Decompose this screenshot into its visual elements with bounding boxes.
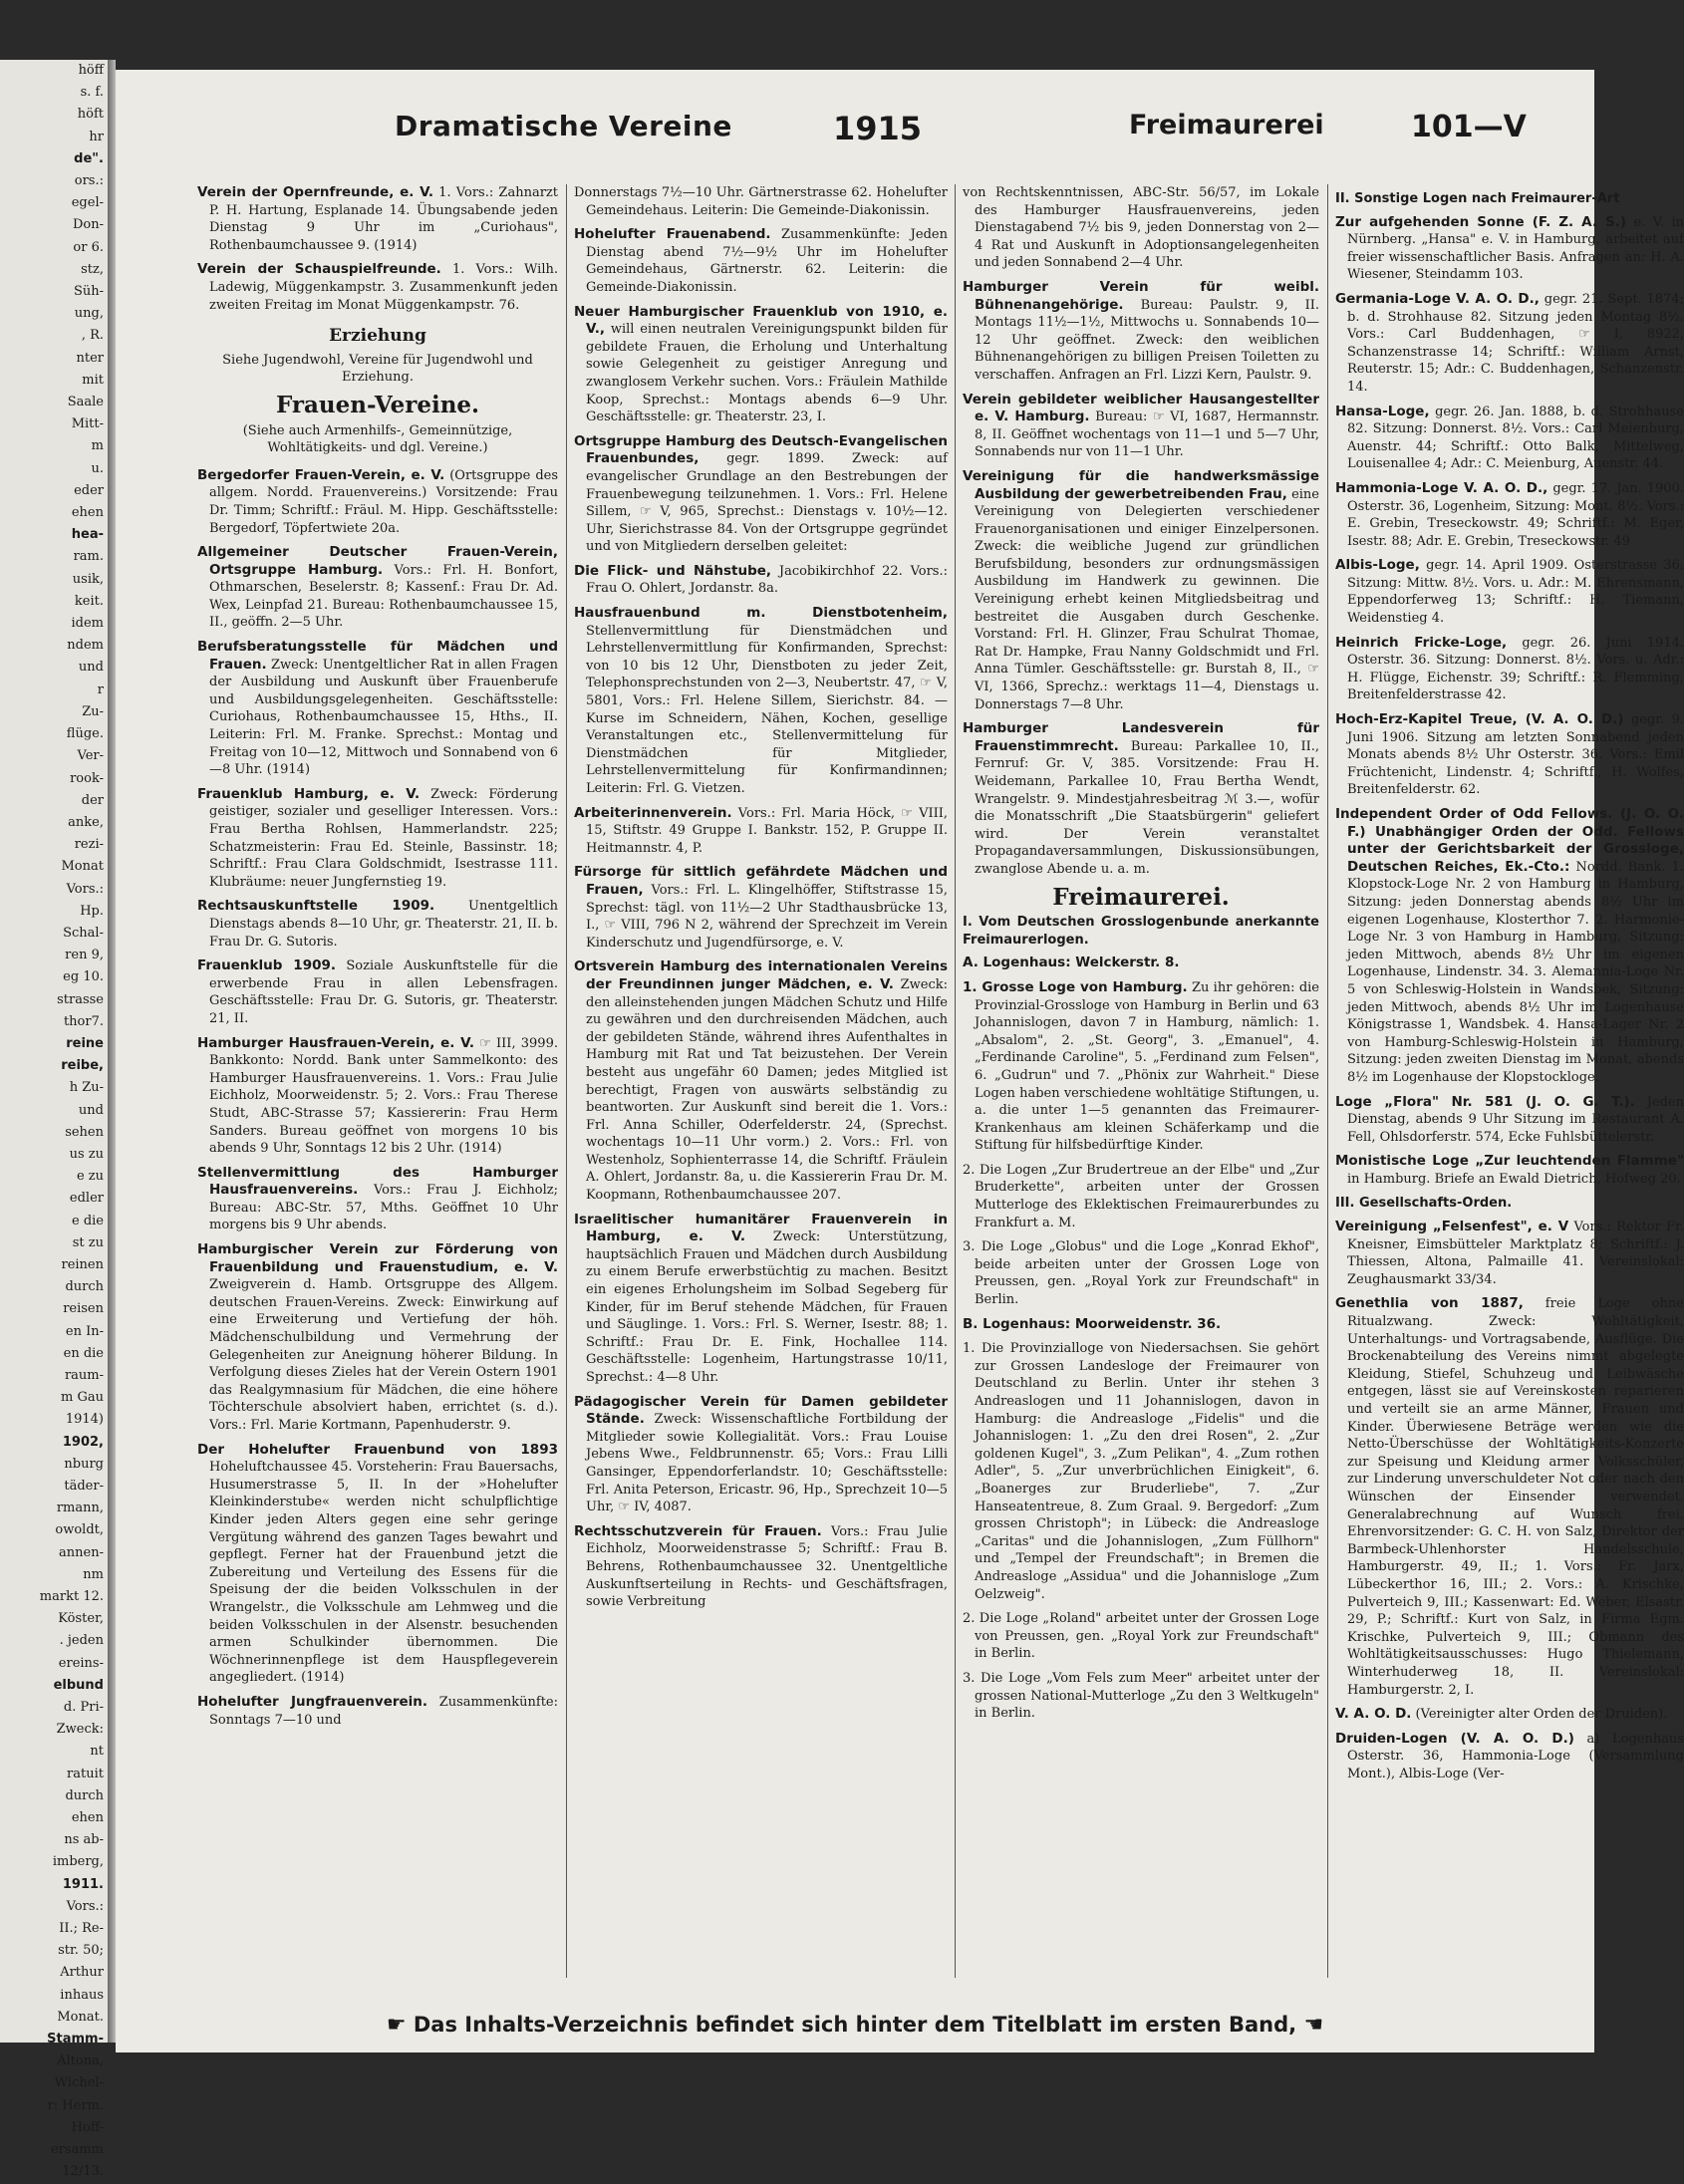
strip-fragment: Wichel- [54, 2075, 104, 2091]
directory-entry [1335, 1295, 1684, 1699]
page-header [116, 110, 1594, 159]
entry-title: Zur aufgehenden Sonne (F. Z. A. S.) [1335, 213, 1627, 230]
entry-text: Zweck: den alleinstehenden jungen Mädchen Schutz und Hilfe zu gewähren und den durchreisenden Mädchen, auch der gebildeten Stände, während ihres Aufenthaltes in Hamburg mit Rat und Tat beizustehen. Der Verein besteht aus ungefähr 60 Damen; jedes Mitglied ist berechtigt, Fragen von auswärts selbständig zu beantworten. Zur Auskunft sind bereit die 1. Vors.: Frl. Anna Schiller, Oderfelderstr. 24, (Sprechst. wochentags 10—11 Uhr vorm.) 2. Vors.: Frl. von Westenholz, Sophienterrasse 14, die Schriftf. Fräulein A. Ohlert, Jordanstr. 8a, u. die Kassiererin Frau Dr. M. Koopmann, Rothenbaumchaussee 207. [586, 976, 948, 1204]
strip-fragment: rook- [70, 770, 104, 786]
entry-text: Stellenvermittlung für Dienstmädchen und Lehrstellenvermittlung für Konfirmanden, Sprechst: von 10 bis 12 Uhr, Dienstboten zu jeder Zeit, Telephonsprechstunden von 2—3, Neubertstr. 47, ☞ V, 5801, Vors.: Frl. Helene Sillem, Sierichstr. 84. — Kurse im Schneidern, Nähen, Kochen, gesellige Veranstaltungen etc., Stellenvermittelung für Dienstmädchen für Mitglieder, Lehrstellenvermittelung für Konfirmandinnen; Leiterin: Frl. G. Vietzen. [586, 623, 948, 796]
strip-fragment: Schal- [63, 925, 104, 941]
strip-fragment: sehen [65, 1124, 104, 1140]
strip-fragment: ung, [74, 306, 104, 322]
strip-fragment: owoldt, [55, 1522, 104, 1538]
strip-fragment: s. f. [80, 85, 104, 101]
strip-fragment: reinen [61, 1256, 104, 1272]
directory-entry [574, 1212, 948, 1387]
entry-text: gegr. 14. April 1909. Osterstrasse 36. Sitzung: Mittw. 8½. Vors. u. Adr.: M. Ehrensmann, Eppendorferweg 13; Schriftf.: H. Tiemann, Weidenstieg 4. [1347, 558, 1684, 627]
entry-title: Hohelufter Frauenabend. [574, 226, 771, 243]
entry-text: 3. Die Loge „Globus" und die Loge „Konrad Ekhof", beide arbeiten unter der Grossen Loge von Preussen, gen. „Royal York zur Freundschaft" in Berlin. [963, 1239, 1319, 1308]
directory-entry [197, 261, 558, 314]
entry-text: Jacobikirchhof 22. Vors.: Frau O. Ohlert, Jordanstr. 8a. [586, 563, 948, 597]
strip-fragment: eder [74, 482, 104, 498]
entry-text: Zusammenkünfte: Sonntags 7—10 und [209, 1694, 558, 1728]
strip-fragment: Süh- [73, 284, 104, 300]
entry-text: Zweck: Förderung geistiger, sozialer und geselliger Interessen. Vors.: Frau Bertha Rohlsen, Hammerlandstr. 225; Schatzmeisterin: Frau Ed. Steinle, Bassinstr. 18; Schriftf.: Frau Clara Goldschmidt, Isestrasse 111. Klubräume: neuer Jungfernstieg 19. [209, 786, 559, 890]
entry-text: Unentgeltlich Dienstags abends 8—10 Uhr, gr. Theaterstr. 21, II. b. Frau Dr. G. Sutoris. [209, 899, 558, 950]
entry-title: Verein der Schauspielfreunde. [197, 261, 441, 278]
directory-entry [197, 639, 558, 779]
directory-entry [574, 304, 948, 426]
strip-fragment: strasse [57, 991, 104, 1007]
entry-text: Bureau: Paulstr. 9, II. Montags 11½—1½, Mittwochs u. Sonnabends 10—12 Uhr geöffnet. Zweck: den weiblichen Bühnenangehörigen zu billigen Preisen Toiletten zu verschaffen. Anfragen an Frl. Lizzi Kern, Paulstr. 9. [975, 297, 1319, 383]
entry-title: Fürsorge für sittlich gefährdete Mädchen und Frauen, [574, 864, 948, 898]
entry-text: gegr. 9. Juni 1906. Sitzung am letzten Sonnabend jeden Monats abends 8½ Uhr Osterstr. 36. Vors.: Emil Früchtenicht, Lindenstr. 4; Schriftf., H. Wolfes, Breitenfelderstr. 62. [1347, 712, 1684, 798]
entry-title: Frauenklub Hamburg, e. V. [197, 785, 421, 802]
directory-entry [1335, 635, 1684, 704]
strip-fragment: hea- [71, 527, 104, 543]
directory-entry [963, 468, 1319, 713]
directory-entry [197, 1165, 558, 1234]
entry-title: Independent Order of Odd Fellows. (J. O. O. F.) Unabhängiger Orden der Odd. Fellows unter der Gerichtsbarkeit der Grossloge, Deutschen Reiches, Ek.-Cto.: [1335, 806, 1684, 875]
strip-fragment: r: Herm. [47, 2097, 104, 2113]
pointing-hand-icon: ☚ [1303, 2013, 1324, 2038]
entry-title: Pädagogischer Verein für Damen gebildeter Stände. [574, 1393, 948, 1428]
strip-fragment: Don- [72, 217, 104, 233]
strip-fragment: d. Pri- [63, 1700, 104, 1716]
strip-fragment: us zu [69, 1146, 104, 1162]
entry-text: Vors.: Rektor Fr. Kneisner, Eimsbütteler Marktplatz 8; Schriftf.: J. Thiessen, Altona, Palmaille 41. Vereinslokal: Zeughausmarkt 33/34. [1347, 1220, 1684, 1287]
directory-entry [963, 1670, 1319, 1723]
strip-fragment: ram. [73, 549, 104, 565]
entry-text: ☞ III, 3999. Bankkonto: Nordd. Bank unter Sammelkonto: des Hamburger Hausfrauenvereins. 1. Vors.: Frau Julie Eichholz, Moorweidenstr. 5; 2. Vors.: Frau Therese Studt, ABC-Strasse 57; Kassiererin: Frau Herm Sanders. Bureau geöffnet von morgens 10 bis abends 9 Uhr, Sonntags 12 bis 2 Uhr. (1914) [209, 1035, 558, 1157]
directory-entry [963, 392, 1319, 461]
strip-fragment: durch [65, 1279, 104, 1295]
strip-fragment: inhaus [60, 1987, 104, 2003]
entry-text: von Rechtskenntnissen, ABC-Str. 56/57, im Lokale des Hamburger Hausfrauenvereins, jeden Dienstagabend 7½ bis 9, jeden Donnerstag von 2—4 Rat und Auskunft in Adoptionsangelegenheiten und jeden Sonnabend 2—4 Uhr. [963, 185, 1319, 271]
entry-text: Jeden Dienstag, abends 9 Uhr Sitzung im Restaurant A. Fell, Ohlsdorferstr. 574, Ecke Fuhlsbüttelerstr. [1347, 1094, 1684, 1145]
strip-fragment: de". [74, 150, 104, 166]
entry-title: Frauenklub 1909. [197, 957, 336, 974]
entry-title: Heinrich Fricke-Loge, [1335, 634, 1508, 651]
entry-title: Bergedorfer Frauen-Verein, e. V. [197, 466, 445, 483]
strip-fragment: täder- [64, 1479, 104, 1494]
directory-entry [1335, 404, 1684, 473]
strip-fragment: Altona, [57, 2053, 104, 2069]
strip-fragment: edler [69, 1191, 104, 1207]
section-section: II. Sonstige Logen nach Freimaurer-Art [1335, 191, 1620, 206]
strip-fragment: nm [83, 1566, 104, 1582]
entry-title: 1. Grosse Loge von Hamburg. [963, 978, 1188, 995]
strip-fragment: nburg [64, 1456, 104, 1472]
header-page-number: 101—V [1411, 110, 1527, 144]
strip-fragment: und [78, 1102, 104, 1118]
column-3 [963, 184, 1319, 2013]
directory-entry [1335, 557, 1684, 627]
directory-entry [197, 1035, 558, 1158]
entry-text: Zweck: Unterstützung, hauptsächlich Frauen und Mädchen durch Ausbildung zu einem Berufe erwerbstüchtig zu machen. Besitzt ein eigenes Erholungsheim im Solbad Segeberg für Kinder, für im Beruf stehende Mädchen, für Frauen und Säuglinge. 1. Vors.: Frl. S. Werner, Isestr. 88; 1. Schriftf.: Frau Dr. E. Fink, Hochallee 114. Geschäftsstelle: Logenheim, Hartungstrasse 10/11, Sprechst.: 4—8 Uhr. [586, 1229, 948, 1385]
strip-fragment: 1911. [62, 1876, 104, 1892]
strip-fragment: m [91, 438, 104, 454]
directory-entry [1335, 1153, 1684, 1188]
entry-title: Verein gebildeter weiblicher Hausangestellter e. V. Hamburg. [963, 391, 1319, 425]
strip-fragment: ereins- [58, 1655, 104, 1671]
directory-entry [963, 1610, 1319, 1663]
strip-fragment: flüge. [66, 726, 104, 742]
strip-fragment: , R. [81, 328, 104, 344]
entry-title: B. Logenhaus: Moorweidenstr. 36. [963, 1315, 1222, 1332]
strip-fragment: str. 50; [58, 1943, 104, 1959]
entry-text: 1. Vors.: Wilh. Ladewig, Müggenkampstr. 3. Zusammenkunft jeden zweiten Freitag im Monat Müggenkampstr. 76. [209, 262, 558, 313]
strip-fragment: Mitt- [71, 416, 104, 432]
strip-fragment: annen- [59, 1544, 104, 1560]
directory-entry [197, 467, 558, 537]
entry-title: Hamburger Landesverein für Frauenstimmrecht. [963, 720, 1319, 754]
strip-fragment: en In- [65, 1323, 104, 1339]
entry-text: Vors.: Frau J. Eichholz; Bureau: ABC-Str. 57, Mths. Geöffnet 10 Uhr morgens bis 9 Uhr abends. [209, 1183, 558, 1233]
strip-fragment: höff [78, 63, 104, 78]
strip-fragment: ndem [67, 638, 104, 654]
directory-entry [197, 786, 558, 892]
strip-fragment: idem [71, 616, 104, 632]
entry-title: Druiden-Logen (V. A. O. D.) [1335, 1730, 1574, 1747]
entry-text: Bureau: ☞ VI, 1687, Hermannstr. 8, II. Geöffnet wochentags von 11—1 und 5—7 Uhr, Sonnabends nur von 11—1 Uhr. [975, 410, 1319, 460]
entry-text: 3. Die Loge „Vom Fels zum Meer" arbeitet unter der grossen National-Mutterloge „Zu den 3 Weltkugeln" in Berlin. [963, 1670, 1319, 1722]
entry-title: Hamburger Hausfrauen-Verein, e. V. [197, 1034, 475, 1051]
directory-entry [197, 544, 558, 632]
directory-entry [574, 226, 948, 296]
entry-title: Rechtsschutzverein für Frauen. [574, 1522, 822, 1539]
strip-fragment: h Zu- [69, 1080, 104, 1096]
directory-entry [963, 279, 1319, 385]
strip-fragment: . jeden [59, 1633, 104, 1649]
strip-fragment: markt 12. [39, 1589, 104, 1605]
strip-fragment: ehen [71, 505, 104, 521]
entry-text: Zweck: Unentgeltlicher Rat in allen Fragen der Ausbildung und Auskunft über Frauenberufe und Ausbildungsgelegenheiten. Geschäftsstelle: Curiohaus, Rothenbaumchaussee 15, Hths., II. Leiterin: Frl. M. Franke. Sprechst.: Montag und Freitag von 10—12, Mittwoch und Sonnabend von 6—8 Uhr. (1914) [209, 657, 558, 778]
directory-entry [1335, 1094, 1684, 1147]
section-section: I. Vom Deutschen Grosslogenbunde anerkannte Freimaurerlogen. [963, 915, 1319, 948]
section-subhead: Erziehung [329, 326, 426, 347]
entry-title: Allgemeiner Deutscher Frauen-Verein, Ortsgruppe Hamburg. [197, 544, 558, 578]
entry-text: in Hamburg. Briefe an Ewald Dietrich, Hofweg 20. [1347, 1171, 1681, 1187]
column-1 [197, 184, 558, 2013]
entry-title: Ortsgruppe Hamburg des Deutsch-Evangelischen Frauenbundes, [574, 432, 948, 467]
directory-entry [1335, 1731, 1684, 1783]
entry-text: Donnerstags 7½—10 Uhr. Gärtnerstrasse 62. Hohelufter Gemeindehaus. Leiterin: Die Gemeinde-Diakonissin. [574, 185, 948, 218]
strip-fragment: e zu [76, 1169, 104, 1185]
strip-fragment: Stamm- [47, 2032, 104, 2048]
entry-text: 1. Vors.: Zahnarzt P. H. Hartung, Esplanade 14. Übungsabende jeden Dienstag 9 Uhr im „Curiohaus", Rothenbaumchaussee 9. (1914) [209, 185, 558, 253]
strip-fragment: Vors.: [66, 881, 104, 897]
strip-fragment: Hp. [80, 903, 104, 919]
strip-fragment: Saale [67, 395, 104, 410]
section-heading: Freimaurerei. [1052, 883, 1230, 911]
entry-text: Zweigverein d. Hamb. Ortsgruppe des Allgem. deutschen Frauen-Vereins. Zweck: Einwirkung auf eine Erweiterung und Vertiefung der höh. Mädchenschulbildung und Vermehrung der Gelegenheiten zur Aneignung höherer Bildung. In Verfolgung dieses Zieles hat der Verein Ostern 1901 das Realgymnasium für Mädchen, die eine höhere Töchterschule absolviert haben, errichtet (s. d.). Vors.: Frl. Marie Kortmann, Papenhuderstr. 9. [209, 1277, 558, 1433]
entry-title: Rechtsauskunftstelle 1909. [197, 898, 435, 915]
entry-title: Verein der Opernfreunde, e. V. [197, 184, 433, 200]
column-divider [1327, 184, 1328, 1978]
directory-entry [197, 957, 558, 1027]
directory-entry [574, 605, 948, 798]
entry-title: Hoch-Erz-Kapitel Treue, (V. A. O. D.) [1335, 711, 1624, 728]
strip-fragment: usik, [72, 571, 104, 587]
entry-text: a) Logenhaus Osterstr. 36, Hammonia-Loge (Versammlung Mont.), Albis-Loge (Ver- [1347, 1731, 1684, 1781]
strip-fragment: ratuit [67, 1766, 104, 1781]
entry-text: e. V. in Nürnberg. „Hansa" e. V. in Hamburg, arbeitet auf freier wissenschaftlicher Basis. Anfragen an: H. A. Wiesener, Steindamm 103. [1347, 214, 1684, 283]
strip-fragment: Zu- [82, 703, 104, 719]
column-divider [955, 184, 956, 1978]
strip-fragment: reisen [63, 1301, 104, 1317]
strip-fragment: m Gau [61, 1390, 104, 1406]
strip-fragment: keit. [74, 593, 104, 609]
directory-entry [1335, 711, 1684, 799]
strip-fragment: Hoff- [71, 2119, 104, 2135]
strip-fragment: stz, [81, 261, 104, 277]
entry-title: Hohelufter Jungfrauenverein. [197, 1693, 428, 1710]
entry-title: Loge „Flora" Nr. 581 (J. O. G. T.). [1335, 1093, 1635, 1110]
entry-title: Genethlia von 1887, [1335, 1295, 1524, 1312]
directory-entry [1335, 214, 1684, 284]
entry-text: Vors.: Frl. L. Klingelhöffer, Stiftstrasse 15, Sprechst: tägl. von 11½—2 Uhr Stadthausbrücke 13, I., ☞ VIII, 796 N 2, während der Sprechzeit im Verein Kinderschutz und Jugendfürsorge, e. V. [586, 882, 948, 951]
strip-fragment: ersamm [51, 2142, 104, 2158]
strip-fragment: ns ab- [64, 1832, 104, 1848]
strip-fragment: thor7. [63, 1013, 104, 1029]
entry-title: Albis-Loge, [1335, 557, 1420, 574]
directory-entry [197, 184, 558, 254]
strip-fragment: or 6. [73, 239, 104, 255]
strip-fragment: eg 10. [63, 969, 104, 985]
strip-fragment: u. [91, 460, 104, 476]
strip-fragment: höft [77, 107, 104, 123]
strip-fragment: ehen [71, 1810, 104, 1826]
strip-fragment: r [97, 682, 104, 697]
entry-text: gegr. 26. Juni 1914. Osterstr. 36. Sitzung: Donnerst. 8½. Vors. u. Adr.: H. Flügge, Eichenstr. 39; Schriftf.: R. Flemming, Breitenfelderstrasse 42. [1347, 635, 1684, 703]
strip-fragment: ren 9, [65, 948, 104, 963]
entry-text: gegr. 26. Jan. 1888, b. d. Strohhause 82. Sitzung: Donnerst. 8½. Vors.: Carl Meienburg, Auenstr. 44; Schriftf.: Otto Balk, Mittelweg, Louisenallee 4; Adr.: C. Meienburg, Auenstr. 44. [1347, 404, 1684, 472]
entry-title: Ortsverein Hamburg des internationalen Vereins der Freundinnen junger Mädchen, e. V. [574, 958, 948, 992]
entry-text: Hoheluftchaussee 45. Vorsteherin: Frau Bauersachs, Husumerstrasse 5, II. In der »Hohelufter Kleinkinderstube« werden nicht schulpflichtige Kinder jeden Alters gegen eine sehr geringe Vergütung während des ganzen Tages bewahrt und gepflegt. Ferner hat der Frauenbund jetzt die Zubereitung und Verteilung des Essens für die Speisung der die beiden Volksschulen in der Wrangelstr., die Volksschule am Lehmweg und die beiden Volksschulen in der Alsenstr. besuchenden armen Schulkinder übernommen. Die Wöchnerinnenpflege ist dem Hauspflegeverein angegliedert. (1914) [209, 1460, 558, 1686]
directory-entry [574, 1523, 948, 1611]
strip-fragment: reibe, [61, 1058, 104, 1074]
directory-entry [197, 1442, 558, 1687]
strip-fragment: Monat [61, 859, 104, 875]
entry-text: 1. Die Provinzialloge von Niedersachsen. Sie gehört zur Grossen Landesloge der Freimaurer von Deutschland zu Berlin. Unter ihr stehen 3 Andreaslogen und 11 Johannislogen, davon in Hamburg: die Andreasloge „Fidelis" und die Johannislogen: 1. „Zu den drei Rosen", 2. „Zur goldenen Kugel", 3. „Zum Pelikan", 4. „Zum rothen Adler", 5. „Zur unverbrüchlichen Einigkeit", 6. „Boanerges zur Bruderliebe", 7. „Zur Hanseatentreue, 8. Zum Graal. 9. Bergedorf: „Zum grossen Christoph"; in Lübeck: die Andreasloge „Caritas" und die Johannislogen, „Zum Füllhorn" und „Tempel der Freundschaft"; in Bremen die Andreasloge „Assidua" und die Johannisloge „Zum Oelzweig". [963, 1341, 1319, 1602]
directory-entry [574, 805, 948, 858]
directory-entry [574, 864, 948, 952]
entry-title: Vereinigung für die handwerksmässige Ausbildung der gewerbetreibenden Frau, [963, 467, 1319, 502]
directory-entry [963, 955, 1319, 972]
entry-title: Hammonia-Loge V. A. O. D., [1335, 479, 1548, 496]
entry-title: Die Flick- und Nähstube, [574, 562, 772, 579]
directory-entry [1335, 1706, 1684, 1724]
directory-entry [963, 1340, 1319, 1603]
strip-fragment: und [78, 660, 104, 676]
strip-fragment: Zweck: [56, 1722, 104, 1738]
section-heading: Frauen-Vereine. [275, 391, 480, 418]
directory-entry [574, 563, 948, 598]
directory-entry [574, 433, 948, 556]
entry-title: Neuer Hamburgischer Frauenklub von 1910, e. V., [574, 303, 948, 338]
entry-text: (Vereinigter alter Orden der Druiden). [1415, 1707, 1668, 1723]
entry-title: V. A. O. D. [1335, 1706, 1412, 1723]
entry-title: Vereinigung „Felsenfest", e. V [1335, 1219, 1569, 1235]
entry-title: Berufsberatungsstelle für Mädchen und Frauen. [197, 639, 558, 673]
entry-text: will einen neutralen Vereinigungspunkt bilden für gebildete Frauen, die Erholung und Unterhaltung sowie Gelegenheit zu geistiger Anregung und zwanglosem Verkehr suchen. Vors.: Fräulein Mathilde Koop, Sprechst.: Montags abends 6—9 Uhr. Geschäftsstelle: gr. Theaterstr. 23, I. [586, 322, 948, 425]
entry-title: Germania-Loge V. A. O. D., [1335, 290, 1540, 307]
strip-fragment: der [81, 792, 104, 808]
directory-page [116, 70, 1684, 2052]
entry-title: Hamburgischer Verein zur Förderung von Frauenbildung und Frauenstudium, e. V. [197, 1241, 558, 1275]
section-note: (Siehe auch Armenhilfs-, Gemeinnützige, Wohltätigkeits- und dgl. Vereine.) [242, 422, 513, 456]
entry-title: Israelitischer humanitärer Frauenverein in Hamburg, e. V. [574, 1211, 948, 1245]
entry-text: Vors.: Frau Julie Eichholz, Moorweidenstrasse 5; Schriftf.: Frau B. Behrens, Rothenbaumchaussee 32. Unentgeltliche Auskunftserteilung in Rechts- und Geschäftsfragen, sowie Verbreitung [586, 1523, 948, 1610]
entry-title: Hausfrauenbund m. Dienstbotenheim, [574, 605, 948, 622]
strip-fragment: Vors.: [66, 1898, 104, 1914]
previous-page-strip [0, 60, 108, 2180]
strip-fragment: Köster, [58, 1611, 104, 1627]
strip-fragment: anke, [68, 814, 104, 830]
book-gutter [108, 60, 116, 2043]
directory-entry [1335, 806, 1684, 1087]
entry-text: Zusammenkünfte: Jeden Dienstag abend 7½—9½ Uhr im Hohelufter Gemeindehaus, Gärtnerstr. 62. Leiterin: die Gemeinde-Diakonissin. [586, 227, 948, 295]
strip-fragment: II.; Re- [59, 1921, 104, 1937]
entry-text: Nordd. Bank. 1. Klopstock-Loge Nr. 2 von Hamburg in Hamburg, Sitzung: jeden Donnerstag abends 8½ Uhr im eigenen Logenhause, Klosterthor 7. 2. Harmonie-Loge Nr. 3 von Hamburg in Hamburg, Sitzung: jeden Mittwoch, abends 8½ Uhr im eigenen Logenhause, Lindenstr. 34. 3. Alemannia-Loge Nr. 5 von Schleswig-Holstein in Wandsbek, Sitzung: jeden Mittwoch, abends 8½ Uhr im Logenhause Königstrasse 1, Wandsbek. 4. Hansa-Lager Nr. 2 von Hamburg-Schleswig-Holstein in Hamburg, Sitzung: jeden zweiten Dienstag im Monat, abends 8½ im Logenhause der Klopstockloge. [1347, 859, 1684, 1085]
entry-title: Hansa-Loge, [1335, 403, 1430, 419]
strip-fragment: ors.: [74, 173, 104, 189]
entry-title: Hamburger Verein für weibl. Bühnenangehörige. [963, 278, 1319, 313]
entry-text: Soziale Auskunftstelle für die erwerbende Frau in allen Lebensfragen. Geschäftsstelle: Frau Dr. G. Sutoris, gr. Theaterstr. 21, II. [209, 958, 558, 1026]
entry-text: Bureau: Parkallee 10, II., Fernruf: Gr. V, 385. Vorsitzende: Frau H. Weidemann, Parkallee 10, Frau Bertha Wendt, Wrangelstr. 9. Mindestjahresbeitrag ℳ 3.—, wofür die Monatsschrift „Die Staatsbürgerin" geliefert wird. Der Verein veranstaltet Propagandaversammlungen, Diskussionsübungen, zwanglose Abende u. a. m. [975, 738, 1319, 877]
strip-fragment: Arthur [60, 1965, 104, 1981]
directory-entry [574, 184, 948, 219]
entry-text: (Ortsgruppe des allgem. Nordd. Frauenvereins.) Vorsitzende: Frau Dr. Timm; Schriftf.: Fräul. M. Hipp. Geschäftsstelle: Bergedorf, Töpfertwiete 20a. [209, 467, 559, 536]
directory-entry [197, 898, 558, 951]
strip-fragment: durch [65, 1787, 104, 1803]
directory-entry [197, 1694, 558, 1729]
entry-text: Vors.: Frl. Maria Höck, ☞ VIII, 15, Stiftstr. 49 Gruppe I. Bankstr. 152, P. Gruppe II. Heitmannstr. 4, P. [586, 805, 948, 856]
directory-entry [1335, 291, 1684, 397]
column-4 [1335, 184, 1684, 2013]
strip-fragment: nt [90, 1744, 104, 1760]
directory-entry [197, 1241, 558, 1435]
section-section: III. Gesellschafts-Orden. [1335, 1196, 1513, 1212]
strip-fragment: 12/13. [62, 2164, 104, 2180]
strip-fragment: egel- [71, 195, 104, 211]
entry-title: Arbeiterinnenverein. [574, 804, 732, 821]
strip-fragment: hr [89, 129, 104, 144]
entry-text: Vors.: Frl. H. Bonfort, Othmarschen, Beselerstr. 8; Kassenf.: Frau Dr. Ad. Wex, Leinpfad 21. Bureau: Rothenbaumchaussee 15, II., geöffn. 2—5 Uhr. [209, 562, 559, 631]
entry-title: Der Hohelufter Frauenbund von 1893 [197, 1441, 558, 1458]
strip-fragment: nter [76, 350, 104, 366]
directory-entry [1335, 480, 1684, 550]
header-section-right: Freimaurerei [1129, 110, 1324, 140]
footer-text: Das Inhalts-Verzeichnis befindet sich hinter dem Titelblatt im ersten Band, [413, 2013, 1297, 2037]
entry-title: A. Logenhaus: Welckerstr. 8. [963, 955, 1180, 971]
strip-fragment: reine [66, 1035, 104, 1051]
strip-fragment: en die [63, 1345, 104, 1361]
strip-fragment: e die [72, 1213, 104, 1228]
directory-entry [963, 1316, 1319, 1334]
directory-entry [963, 979, 1319, 1155]
strip-fragment: st zu [72, 1234, 104, 1250]
directory-entry [963, 184, 1319, 272]
entry-text: gegr. 21. Sept. 1874; b. d. Strohhause 82. Sitzung jeden Montag 8½. Vors.: Carl Buddenhagen, ☞ I, 8922, Schanzenstrasse 14; Schriftf.: William Arnst, Reuterstr. 15; Adr.: C. Buddenhagen, Schanzenstr. 14. [1347, 291, 1684, 395]
entry-title: Monistische Loge „Zur leuchtenden Flamme" [1335, 1153, 1684, 1170]
strip-fragment: elbund [53, 1677, 104, 1693]
directory-entry [963, 1162, 1319, 1231]
strip-fragment: 1902, [62, 1434, 104, 1450]
header-section-left: Dramatische Vereine [395, 110, 732, 142]
strip-fragment: Ver- [77, 748, 104, 764]
strip-fragment: rmann, [56, 1501, 104, 1516]
entry-text: 2. Die Loge „Roland" arbeitet unter der Grossen Loge von Preussen, gen. „Royal York zur Freundschaft" in Berlin. [963, 1611, 1319, 1662]
strip-fragment: imberg, [52, 1854, 104, 1870]
entry-text: gegr. 17. Jan. 1900. Osterstr. 36, Logenheim, Sitzung: Mont. 8½. Vors.: E. Grebin, Treseckowstr. 49; Schriftf.: M. Eger, Isestr. 88; Adr. E. Grebin, Treseckowstr. 49 [1347, 480, 1684, 549]
entry-text: eine Vereinigung von Delegierten verschiedener Frauenorganisationen und einiger Einzelpersonen. Zweck: die weibliche Jugend zur gründlichen Berufsbildung, besonders zur ordnungsmässigen Ausbildung im Handwerk zu gewinnen. Die Vereinigung erhebt keinen Mitgliedsbeitrag und bestreitet die Ausgaben durch Geschenke. Vorstand: Frl. H. Glinzer, Frau Schulrat Thomae, Rat Dr. Hampke, Frau Nanny Goldschmidt und Frl. Anna Tümler. Geschäftsstelle: gr. Burstah 8, II., ☞ VI, 1366, Sprechz.: werktags 11—4, Dienstags u. Donnerstags 7—8 Uhr. [975, 486, 1319, 712]
pointing-hand-icon: ☛ [386, 2013, 407, 2038]
strip-fragment: raum- [64, 1367, 104, 1383]
footer-notice [116, 2013, 1594, 2038]
section-note: Siehe Jugendwohl, Vereine für Jugendwohl und Erziehung. [222, 352, 533, 386]
directory-entry [1335, 1219, 1684, 1288]
directory-entry [963, 720, 1319, 878]
column-divider [566, 184, 567, 1978]
directory-entry [963, 1238, 1319, 1308]
directory-entry [574, 1394, 948, 1516]
entry-title: Stellenvermittlung des Hamburger Hausfrauenvereins. [197, 1164, 558, 1199]
entry-text: 2. Die Logen „Zur Brudertreue an der Elbe" und „Zur Bruderkette", arbeiten unter der Grossen Mutterloge des Eklektischen Freimaurerbundes zu Frankfurt a. M. [963, 1162, 1319, 1230]
strip-fragment: Monat. [57, 2009, 104, 2025]
strip-fragment: rezi- [74, 837, 104, 853]
header-year: 1915 [833, 110, 923, 147]
entry-text: Zu ihr gehören: die Provinzial-Grossloge von Hamburg in Berlin und 63 Johannislogen, davon 7 in Hamburg, nämlich: 1. „Absalom", 2. „St. Georg", 3. „Emanuel", 4. „Ferdinande Caroline", 5. „Ferdinand zum Felsen", 6. „Gudrun" und 7. „Phönix zur Wahrheit." Diese Logen haben verschiedene wohltätige Stiftungen, u. a. die unter 1—5 genannten das Freimaurer-Krankenhaus am kleinen Schäferkamp und die Stiftung für hilfsbedürftige Kinder. [975, 979, 1319, 1154]
column-2 [574, 184, 948, 2013]
entry-text: freie Loge ohne Ritualzwang. Zweck: Wohltätigkeit, Unterhaltungs- und Vortragsabende, Ausflüge. Die Brockenabteilung des Vereins nimmt abgelegte Kleidung, Stiefel, Schuhzeug und Leibwäsche entgegen, lässt sie auf Vereinskosten reparieren und verteilt sie an arme Männer, Frauen und Kinder. Überwiesene Beträge werden wie die Netto-Überschüsse der Wohltätigkeits-Konzerte zur Speisung und Kleidung armer Volksschüler, zur Linderung unverschuldeter Not oder nach den Wünschen der Einsender verwendet. Generalabrechnung auf Wunsch frei. Ehrenvorsitzender: G. C. H. von Salz, Direktor der Barmbeck-Uhlenhorster Handelsschule, Hamburgerstr. 49, II.; 1. Vors.: Fr. Jarx, Lübeckerthor 16, III.; 2. Vors.: A. Krischke, Pulverteich 9, III.; Kassenwart: Ed. Weber, Elsastr. 29, P.; Schriftf.: Kurt von Salz, in Firma Egm. Krischke, Pulverteich 9, III.; Obmann des Wohltätigkeitsausschusses: Hugo Thielemann, Winterhuderweg 18, II. Vereinslokal: Hamburgerstr. 2, I. [1347, 1296, 1684, 1698]
strip-fragment: 1914) [65, 1412, 104, 1428]
strip-fragment: mit [82, 372, 104, 388]
entry-text: gegr. 1899. Zweck: auf evangelischer Grundlage an den Bestrebungen der Frauenbewegung teilzunehmen. 1. Vors.: Frl. Helene Sillem, ☞ V, 965, Sprechst.: Dienstags v. 10½—12. Uhr, Sierichstrasse 84. Von der Ortsgruppe gegründet und von Mitgliedern derselben geleitet: [586, 451, 948, 555]
directory-entry [574, 958, 948, 1204]
entry-text: Zweck: Wissenschaftliche Fortbildung der Mitglieder sowie Kollegialität. Vors.: Frau Louise Jebens Wwe., Feldbrunnenstr. 65; Vors.: Frau Lilli Gansinger, Eppendorferlandstr. 10; Geschäftsstelle: Frl. Anita Peterson, Ericastr. 96, Hp., Sprechzeit 10—5 Uhr, ☞ IV, 4087. [586, 1412, 948, 1515]
